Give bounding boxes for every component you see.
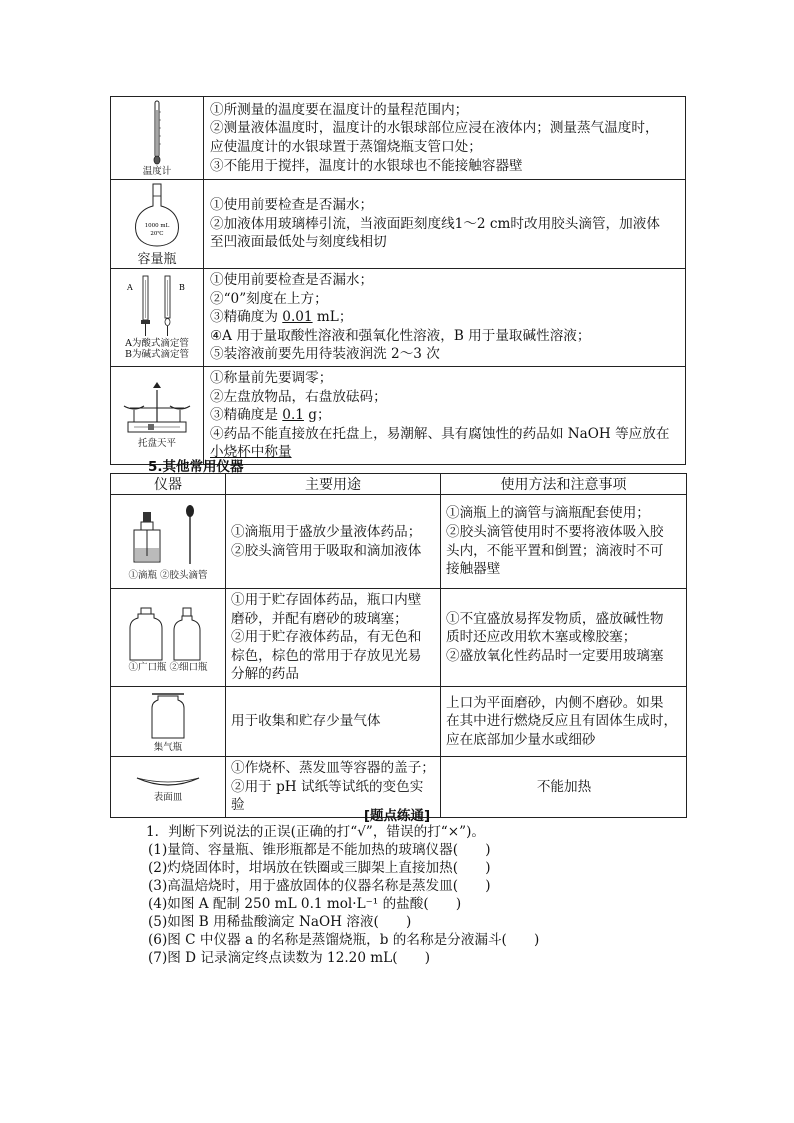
volumetric-flask-caption: 容量瓶 xyxy=(137,251,177,267)
svg-text:A: A xyxy=(127,283,133,293)
exercise-item-7: (7)图 D 记录滴定终点读数为 12.20 mL( ) xyxy=(148,950,431,966)
instrument-table-continued xyxy=(110,96,686,465)
exercise-item-4: (4)如图 A 配制 250 mL 0.1 mol·L⁻¹ 的盐酸( ) xyxy=(148,896,462,912)
watch-glass-icon xyxy=(133,770,203,792)
svg-text:1000 mL: 1000 mL xyxy=(144,222,170,229)
burette-caption-a: A为酸式滴定管 xyxy=(125,338,189,350)
reagent-notes: ①不宜盛放易挥发物质，盛放碱性物 质时还应改用软木塞或橡胶塞； ②盛放氧化性药品时一定要用玻璃塞 xyxy=(441,589,687,687)
dropper-bottle-cell xyxy=(111,495,226,589)
header-use: 主要用途 xyxy=(226,474,441,495)
thermometer-caption: 温度计 xyxy=(142,165,172,177)
section-title: 5.其他常用仪器 xyxy=(148,459,244,475)
balance-precision: 0.1 xyxy=(282,407,304,424)
thermometer-cell xyxy=(111,97,204,180)
exercise-item-5: (5)如图 B 用稀盐酸滴定 NaOH 溶液( ) xyxy=(148,914,412,930)
watch-glass-caption: 表面皿 xyxy=(153,792,183,804)
reagent-caption: ①广口瓶 ②细口瓶 xyxy=(128,661,208,673)
thermometer-icon xyxy=(147,100,167,166)
thermometer-notes: ①所测量的温度要在温度计的量程范围内； ②测量液体温度时，温度计的水银球部位应浸在液体内；测量蒸气温度时， 应使温度计的水银球置于蒸馏烧瓶支管口处； ③不能用于搅拌，温度计的水银球也不能接触容器壁 xyxy=(204,97,686,180)
balance-icon xyxy=(120,382,194,438)
burette-precision: 0.01 xyxy=(282,309,313,326)
volumetric-flask-icon xyxy=(132,182,182,248)
reagent-bottle-cell xyxy=(111,589,226,687)
header-instrument: 仪器 xyxy=(111,474,226,495)
svg-text:B: B xyxy=(179,283,185,293)
balance-caption: 托盘天平 xyxy=(137,437,176,449)
volumetric-flask-cell xyxy=(111,180,204,269)
exercise-question-1: 1．判断下列说法的正误(正确的打“√”，错误的打“×”)。 xyxy=(146,824,485,840)
burette-notes: ①使用前要检查是否漏水； ②“0”刻度在上方； ③精确度为 0.01 mL； ④A 用于量取酸性溶液和强氧化性溶液，B 用于量取碱性溶液； ⑤装溶液前要先用待装液润洗 2～3 次 xyxy=(204,269,686,367)
gas-jar-use: 用于收集和贮存少量气体 xyxy=(226,686,441,756)
dropper-bottle-icon xyxy=(120,502,216,570)
dropper-caption: ①滴瓶 ②胶头滴管 xyxy=(128,570,208,581)
other-instruments-table xyxy=(110,473,687,818)
gas-jar-notes: 上口为平面磨砂，内侧不磨砂。如果 在其中进行燃烧反应且有固体生成时， 应在底部加少量水或细砂 xyxy=(441,686,687,756)
balance-cell xyxy=(111,366,204,464)
burette-caption-b: B为碱式滴定管 xyxy=(125,349,189,361)
exercise-item-6: (6)图 C 中仪器 a 的名称是蒸馏烧瓶，b 的名称是分液漏斗( ) xyxy=(148,932,540,948)
watch-glass-use: ①作烧杯、蒸发皿等容器的盖子； ②用于 pH 试纸等试纸的变色实 验 xyxy=(226,756,441,817)
gas-jar-caption: 集气瓶 xyxy=(153,741,183,753)
watch-glass-notes: 不能加热 xyxy=(441,756,687,817)
volumetric-flask-notes: ①使用前要检查是否漏水； ②加液体用玻璃棒引流，当液面距刻度线1～2 cm时改用胶头滴管，加液体 至凹液面最低处与刻度线相切 xyxy=(204,180,686,269)
exercise-item-3: (3)高温焙烧时，用于盛放固体的仪器名称是蒸发皿( ) xyxy=(148,878,491,894)
burette-icon xyxy=(117,274,197,338)
exercise-item-1: (1)量筒、容量瓶、锥形瓶都是不能加热的玻璃仪器( ) xyxy=(148,842,491,858)
svg-text:20℃: 20℃ xyxy=(150,230,164,237)
reagent-bottle-icon xyxy=(120,602,216,662)
dropper-use: ①滴瓶用于盛放少量液体药品； ②胶头滴管用于吸取和滴加液体 xyxy=(226,495,441,589)
exercise-heading: [题点练通] xyxy=(363,808,431,824)
reagent-use: ①用于贮存固体药品，瓶口内壁 磨砂，并配有磨砂的玻璃塞； ②用于贮存液体药品，有无色和 棕色，棕色的常用于存放见光易 分解的药品 xyxy=(226,589,441,687)
header-notes: 使用方法和注意事项 xyxy=(441,474,687,495)
gas-jar-icon xyxy=(138,690,198,742)
gas-jar-cell xyxy=(111,686,226,756)
dropper-notes: ①滴瓶上的滴管与滴瓶配套使用； ②胶头滴管使用时不要将液体吸入胶 头内，不能平置和倒置；滴液时不可 接触器壁 xyxy=(441,495,687,589)
exercise-item-2: (2)灼烧固体时，坩埚放在铁圈或三脚架上直接加热( ) xyxy=(148,860,491,876)
balance-notes: ①称量前先要调零； ②左盘放物品，右盘放砝码； ③精确度是 0.1 g； ④药品不能直接放在托盘上，易潮解、具有腐蚀性的药品如 NaOH 等应放在 小烧杯中称量 xyxy=(204,366,686,464)
burette-cell xyxy=(111,269,204,367)
